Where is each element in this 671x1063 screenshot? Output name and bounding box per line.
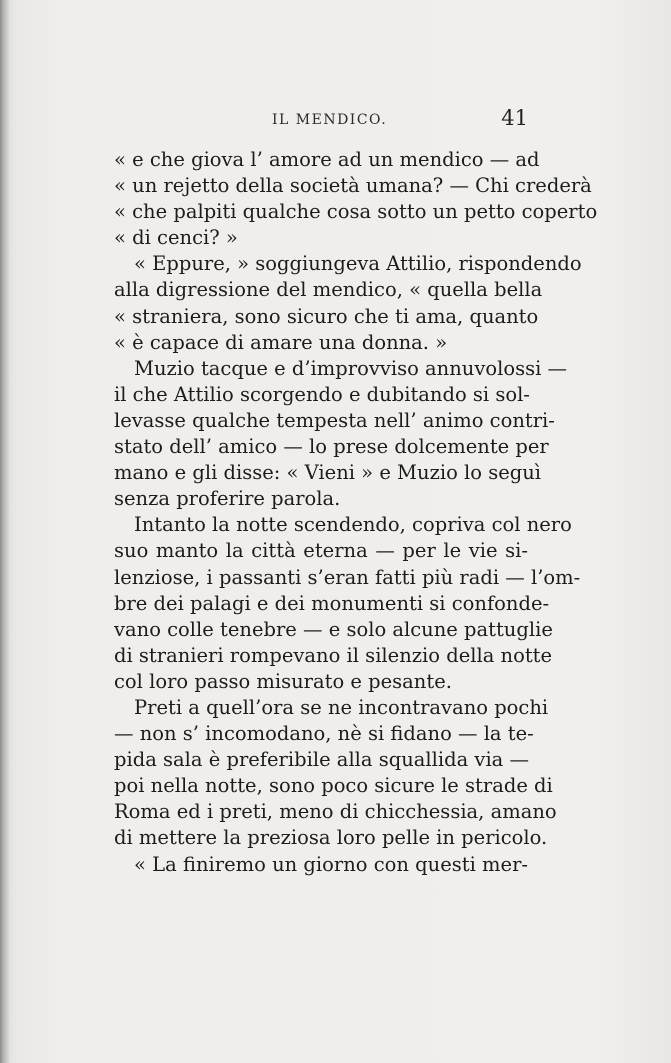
text-line: « un rejetto della società umana? — Chi crederà xyxy=(114,174,592,198)
text-line: poi nella notte, sono poco sicure le strade di xyxy=(114,774,553,798)
text-line: stato dell’ amico — lo prese dolcemente per xyxy=(114,435,549,459)
text-line: di mettere la preziosa loro pelle in pericolo. xyxy=(114,826,548,850)
text-line: suo manto la città eterna — per le vie si- xyxy=(114,539,528,563)
text-line: « che palpiti qualche cosa sotto un petto coperto xyxy=(114,200,598,224)
text-line: mano e gli disse: « Vieni » e Muzio lo seguì xyxy=(114,461,542,485)
text-line: Roma ed i preti, meno di chicchessia, amano xyxy=(114,800,557,824)
spine-shadow xyxy=(0,0,10,1063)
page-header xyxy=(114,104,528,134)
text-line: — non s’ incomodano, nè si fidano — la te- xyxy=(114,722,534,746)
text-line: pida sala è preferibile alla squallida via — xyxy=(114,748,530,772)
running-title: IL MENDICO. xyxy=(272,112,388,128)
text-line: « La finiremo un giorno con questi mer- xyxy=(134,852,528,876)
text-line: alla digressione del mendico, « quella bella xyxy=(114,278,543,302)
text-line: lenziose, i passanti s’eran fatti più radi — l’om- xyxy=(114,565,581,589)
text-line: Muzio tacque e d’improvviso annuvolossi — xyxy=(134,356,568,380)
text-line: bre dei palagi e dei monumenti si confonde- xyxy=(114,591,550,615)
text-line: « di cenci? » xyxy=(114,226,238,250)
page-number: 41 xyxy=(501,106,528,130)
text-line: col loro passo misurato e pesante. xyxy=(114,669,452,693)
body-text xyxy=(114,147,598,878)
text-line: vano colle tenebre — e solo alcune pattuglie xyxy=(114,617,553,641)
text-line: Preti a quell’ora se ne incontravano pochi xyxy=(134,695,549,719)
text-line: « straniera, sono sicuro che ti ama, quanto xyxy=(114,304,539,328)
text-line: levasse qualche tempesta nell’ animo contri- xyxy=(114,408,555,432)
text-line: « e che giova l’ amore ad un mendico — ad xyxy=(114,148,540,171)
text-line: « Eppure, » soggiungeva Attilio, rispondendo xyxy=(134,252,582,276)
text-line: il che Attilio scorgendo e dubitando si sol- xyxy=(114,382,530,406)
text-line: Intanto la notte scendendo, copriva col nero xyxy=(134,513,572,537)
text-line: senza proferire parola. xyxy=(114,487,341,511)
text-line: di stranieri rompevano il silenzio della notte xyxy=(114,643,553,667)
text-line: « è capace di amare una donna. » xyxy=(114,330,448,354)
